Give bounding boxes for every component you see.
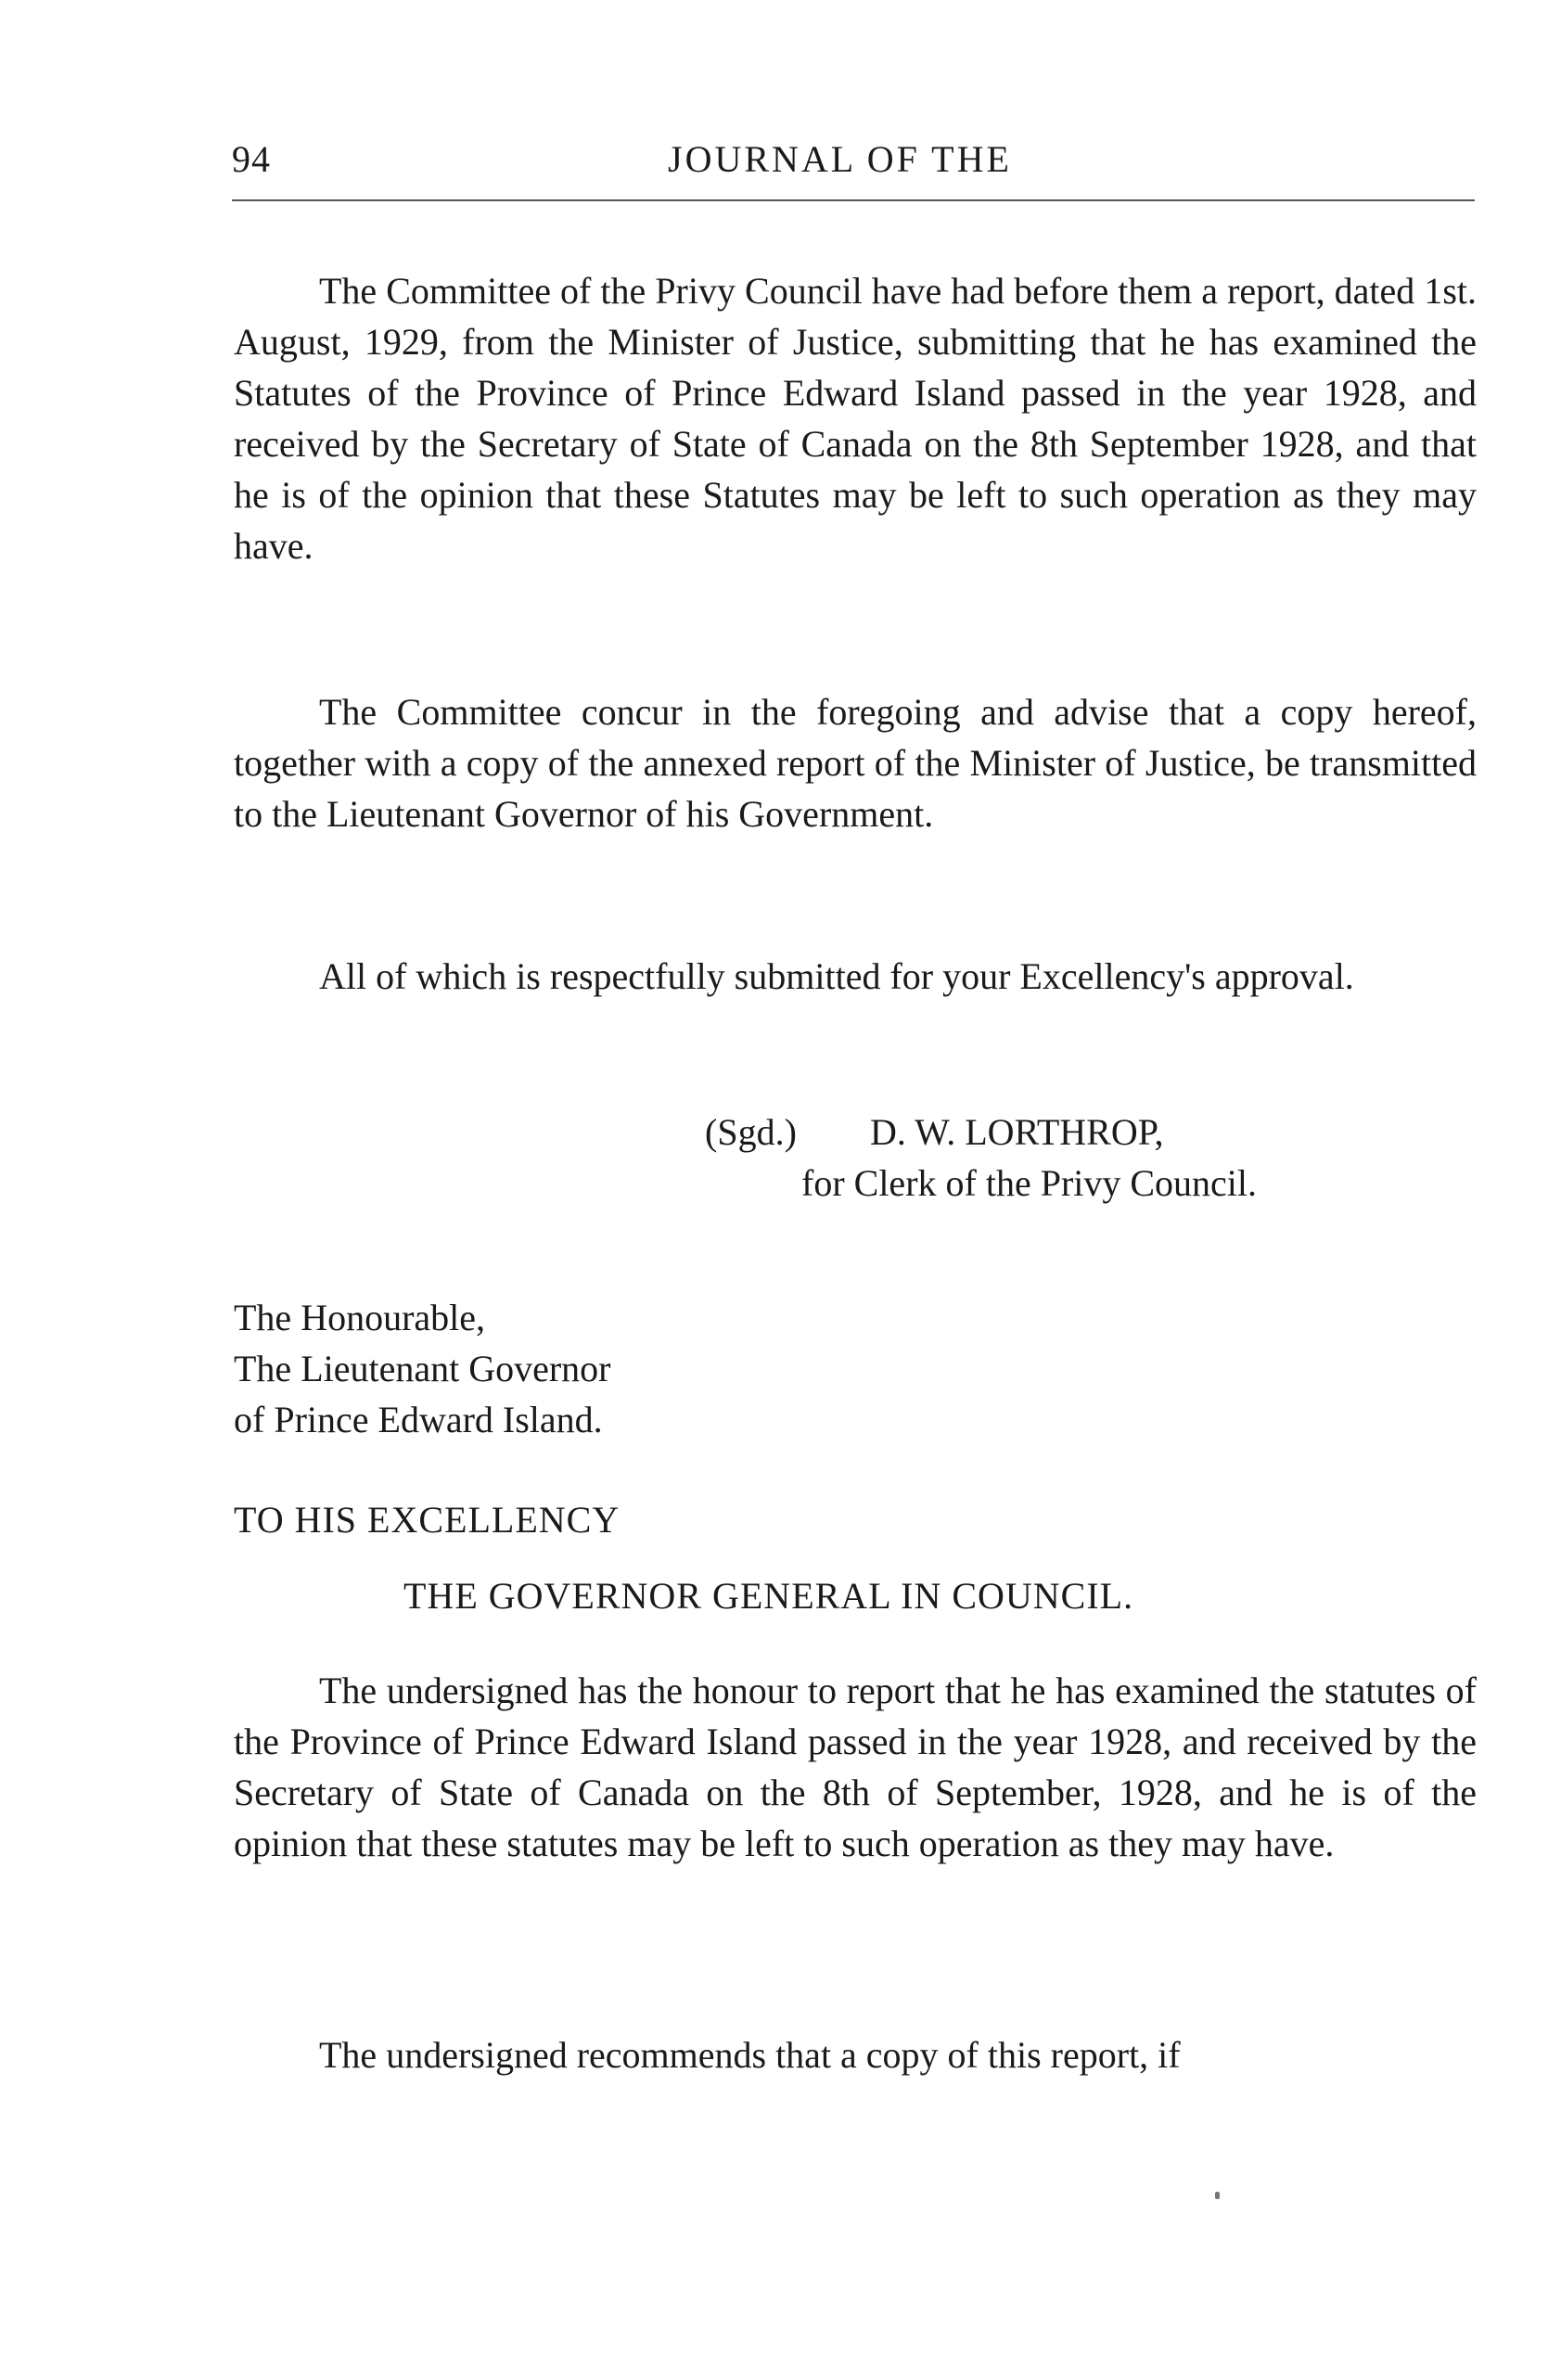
signature-block [705, 1107, 1257, 1209]
ink-speck [1215, 2192, 1220, 2199]
salutation-body: THE GOVERNOR GENERAL IN COUNCIL. [403, 1575, 1134, 1617]
paragraph-committee-report: The Committee of the Privy Council have had before them a report, dated 1st. August, 1929, from the Minister of Justice, submitting that he has examined the Statutes of the Province of Prince Edward Island passed in the year 1928, and received by the Secretary of State of Canada on the 8th September 1928, and that he is of the opinion that these Statutes may be left to such operation as they may have. [234, 270, 1477, 567]
signatory-name: D. W. LORTHROP, [870, 1111, 1164, 1153]
running-head: JOURNAL OF THE [668, 138, 1012, 180]
signatory-title: for Clerk of the Privy Council. [801, 1162, 1258, 1204]
page-number: 94 [232, 138, 271, 180]
addressee-block [234, 1292, 611, 1445]
paragraph-undersigned-recommends: The undersigned recommends that a copy of this report, if [319, 2034, 1181, 2076]
header-rule [232, 199, 1475, 201]
page-header [232, 137, 1475, 193]
addressee-line-3: of Prince Edward Island. [234, 1399, 603, 1440]
paragraph-committee-concur: The Committee concur in the foregoing and advise that a copy hereof, together with a copy of the annexed report of the Minister of Justice, be transmitted to the Lieutenant Governor of his Government. [234, 691, 1477, 835]
paragraph-undersigned-report: The undersigned has the honour to report that he has examined the statutes of the Province of Prince Edward Island passed in the year 1928, and received by the Secretary of State of Canada on the 8th of September, 1928, and he is of the opinion that these statutes may be left to such operation as they may have. [234, 1670, 1477, 1864]
addressee-line-1: The Honourable, [234, 1297, 486, 1338]
paragraph-respectfully-submitted: All of which is respectfully submitted for your Excellency's approval. [319, 955, 1354, 997]
addressee-line-2: The Lieutenant Governor [234, 1348, 611, 1389]
signature-line [705, 1107, 1257, 1158]
signature-sgd: (Sgd.) [705, 1111, 797, 1153]
salutation-to: TO HIS EXCELLENCY [234, 1499, 621, 1541]
